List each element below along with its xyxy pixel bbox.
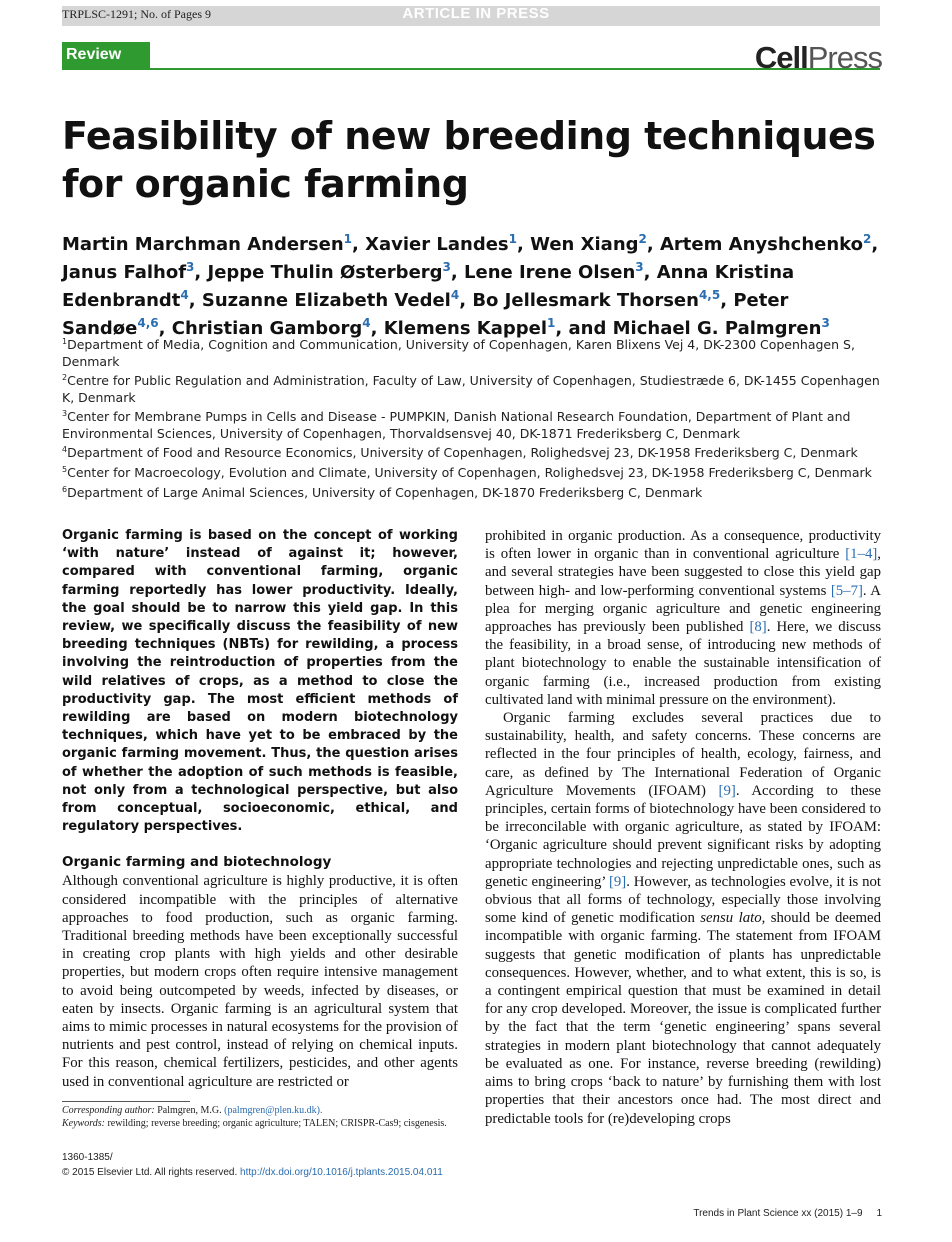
copyright (62, 1167, 443, 1178)
copyright-text: © 2015 Elsevier Ltd. All rights reserved. (62, 1167, 241, 1178)
keywords-label: Keywords: (62, 1118, 105, 1129)
citation-link[interactable]: [8] (749, 619, 767, 636)
text-run: . According to these principles, certain forms of biotechnology have been considered to be irreconcilable with organic agriculture, as stated by IFOAM: ‘Organic agriculture should prevent significant risks by adopting appropriate technologies and rejecting unpredictable ones, such as genetic engineering’ (485, 782, 881, 890)
affiliation-ref[interactable]: 3 (442, 260, 451, 274)
author-name: Martin Marchman Andersen (62, 234, 344, 255)
affiliation (62, 334, 892, 370)
author-name: Klemens Kappel (383, 318, 548, 339)
corr-label: Corresponding author: (62, 1105, 155, 1116)
author-name: Wen Xiang (530, 234, 639, 255)
author-separator: , (871, 234, 879, 255)
affiliation-number: 5 (62, 465, 68, 475)
footnote-rule (62, 1101, 190, 1102)
affiliation-text: Department of Food and Resource Economics, University of Copenhagen, Rolighedsvej 23, DK-1958 Frederiksberg C, Denmark (67, 445, 858, 461)
journal-citation: Trends in Plant Science xx (2015) 1–9 (693, 1208, 863, 1219)
citation-link[interactable]: [9] (608, 873, 627, 890)
author-separator: , and (555, 318, 613, 339)
affiliation (62, 370, 892, 406)
italic-term: sensu lato (700, 910, 762, 927)
author-name: Lene Irene Olsen (464, 262, 636, 283)
affiliation-ref[interactable]: 4,6 (137, 316, 159, 330)
author-name: Jeppe Thulin Østerberg (207, 262, 443, 283)
author-separator: , (643, 262, 657, 283)
author-separator: , (194, 262, 208, 283)
author-name: Bo Jellesmark Thorsen (472, 290, 699, 311)
document-id: TRPLSC-1291; No. of Pages 9 (62, 7, 212, 21)
author-name: Artem Anyshchenko (660, 234, 864, 255)
author-name: Janus Falhof (62, 262, 187, 283)
affiliation-number: 4 (62, 445, 68, 455)
affiliation-text: Centre for Public Regulation and Administration, Faculty of Law, University of Copenhagen, Studiestræde 6, DK-1455 Copenhagen K, Denmark (62, 373, 880, 405)
text-run: . However, as technologies evolve, it is not obvious that all forms of technology, especially those involving some kind of genetic modification (485, 873, 882, 927)
affiliation (62, 462, 892, 482)
affiliation-text: Department of Media, Cognition and Communication, University of Copenhagen, Karen Blixens Vej 4, DK-2300 Copenhagen S, Denmark (62, 337, 855, 369)
affiliation-ref[interactable]: 1 (547, 316, 556, 330)
text-run: . A plea for merging organic agriculture and genetic engineering approaches has previously been published (485, 582, 881, 636)
section-label: Review (62, 42, 150, 68)
text-run: . Here, we discuss the feasibility, in a broad sense, of introducing new methods of plant biotechnology to enable the sustainable intensification of organic farming (i.e., increased production from existing cultivated land with minimal pressure on the environment). (485, 619, 882, 708)
author-separator: , (370, 318, 384, 339)
keywords (62, 1117, 458, 1130)
author-name: Anna Kristina Edenbrandt (62, 262, 795, 311)
affiliation-text: Center for Macroecology, Evolution and Climate, University of Copenhagen, Rolighedsvej 23, DK-1958 Frederiksberg C, Denmark (67, 465, 872, 481)
body-paragraph: Although conventional agriculture is highly productive, it is often considered incompatible with the principles of alternative approaches to food production, such as organic farming. Traditional breeding methods have been exceptionally successful in creating crop plants with high yields and other desirable properties, but modern crops often require intensive management to avoid being outcompeted by weeds, infected by diseases, or eaten by insects. Organic farming is an agricultural system that aims to mimic processes in natural ecosystems for the provision of nutrients and pest control, instead of relying on chemical inputs. For this reason, chemical fertilizers, pesticides, and other agents used in conventional agriculture are restricted or (62, 873, 458, 1090)
logo-part-2: Press (807, 40, 882, 75)
footnote (62, 1104, 458, 1130)
affiliation-ref[interactable]: 4 (362, 316, 371, 330)
corresponding-author (62, 1104, 458, 1117)
affiliation-text: Center for Membrane Pumps in Cells and Disease - PUMPKIN, Danish National Research Foundation, Department of Plant and Environmental Sciences, University of Copenhagen, Thorvaldsensvej 40, DK-1871 Frederiksberg C, Denmark (62, 409, 851, 441)
author-separator: , (646, 234, 660, 255)
text-run: Organic farming excludes several practices due to sustainability, health, and safety concerns. These concerns are reflected in the four principles of health, ecology, fairness, and care, as defined by The International Federation of Organic Agriculture Movements (IFOAM) (485, 710, 881, 799)
affiliation-text: Department of Large Animal Sciences, University of Copenhagen, DK-1870 Frederiksberg C, Denmark (67, 484, 703, 500)
text-run: prohibited in organic production. As a consequence, productivity is often lower in organic than in conventional agriculture (485, 528, 881, 563)
citation-link[interactable]: [9] (718, 782, 736, 799)
text-run: , and several strategies have been suggested to close this yield gap between high- and low-performing conventional systems (485, 546, 881, 599)
author-separator: , (720, 290, 734, 311)
body-paragraph (485, 709, 881, 1128)
affiliation (62, 406, 892, 442)
author-name: Xavier Landes (365, 234, 509, 255)
left-column (62, 527, 458, 1091)
author-name: Suzanne Elizabeth Vedel (201, 290, 451, 311)
corr-name: Palmgren, M.G. (154, 1105, 225, 1116)
affiliation-ref[interactable]: 2 (638, 232, 647, 246)
affiliation-ref[interactable]: 1 (508, 232, 518, 246)
author-name: Peter Sandøe (62, 290, 789, 339)
keywords-text: rewilding; reverse breeding; organic agriculture; TALEN; CRISPR-Cas9; cisgenesis. (104, 1118, 447, 1129)
abstract: Organic farming is based on the concept of working ‘with nature’ instead of against it; however, compared with conventional farming, organic farming reportedly has lower productivity. Ideally, the goal should be to narrow this yield gap. In this review, we specifically discuss the feasibility of new breeding techniques (NBTs) for rewilding, a process involving the reintroduction of properties from the wild relatives of crops, as a method to close the productivity gap. The most efficient methods of rewilding are based on modern biotechnology techniques, which have yet to be embraced by the organic farming movement. Thus, the question arises of whether the adoption of such methods is feasible, not only from a technological perspective, but also from conceptual, socioeconomic, ethical, and regulatory perspectives. (62, 528, 458, 835)
affiliation-list (62, 334, 892, 501)
affiliation-ref[interactable]: 4,5 (698, 288, 721, 302)
affiliation-number: 3 (62, 409, 68, 419)
affiliation-ref[interactable]: 4 (450, 288, 460, 302)
affiliation-ref[interactable]: 3 (821, 316, 830, 330)
author-separator: , (517, 234, 531, 255)
author-name: Christian Gamborg (171, 318, 363, 339)
author-separator: , (459, 290, 473, 311)
author-separator: , (188, 290, 202, 311)
publisher-logo (755, 40, 882, 76)
section-heading: Organic farming and biotechnology (62, 854, 332, 871)
right-column (485, 527, 881, 1128)
journal-footer (693, 1208, 882, 1219)
affiliation-number: 6 (62, 484, 68, 494)
author-separator: , (450, 262, 465, 283)
affiliation-number: 2 (62, 373, 68, 383)
affiliation (62, 482, 892, 502)
affiliation-number: 1 (62, 337, 68, 346)
author-name: Michael G. Palmgren (612, 318, 822, 339)
affiliation-ref[interactable]: 1 (343, 232, 353, 246)
article-status: ARTICLE IN PRESS (402, 5, 550, 22)
citation-link[interactable]: [1–4] (845, 546, 878, 563)
affiliation (62, 442, 892, 462)
email-link[interactable]: (palmgren@plen.ku.dk). (224, 1105, 323, 1116)
page-number: 1 (876, 1208, 882, 1219)
body-paragraph (485, 527, 881, 709)
affiliation-ref[interactable]: 2 (863, 232, 872, 246)
text-run: , should be deemed incompatible with organic farming. The statement from IFOAM suggests that genetic modification of plants has unpredictable consequences. However, whether, and to what extent, this is so, is a contingent empirical question that must be examined in detail for any crop developed. Moreover, the issue is complicated further by the fact that the term ‘genetic engineering’ spans several strategies in modern plant biotechnology that cannot adequately be evaluated as one. For instance, reverse breeding (rewilding) aims to bring crops ‘back to nature’ by furnishing them with lost properties that their ancestors once had. The most direct and predictable tools for (re)developing crops (485, 910, 881, 1127)
issn: 1360-1385/ (62, 1152, 113, 1163)
affiliation-ref[interactable]: 3 (635, 260, 644, 274)
logo-part-1: Cell (754, 40, 808, 75)
article-title: Feasibility of new breeding techniques for organic farming (62, 114, 876, 206)
affiliation-ref[interactable]: 3 (186, 260, 195, 274)
doi-link[interactable]: http://dx.doi.org/10.1016/j.tplants.2015.04.011 (240, 1167, 443, 1178)
author-separator: , (158, 318, 172, 339)
citation-link[interactable]: [5–7] (830, 582, 863, 599)
affiliation-ref[interactable]: 4 (180, 288, 189, 302)
author-list (62, 228, 892, 340)
author-separator: , (352, 234, 366, 255)
